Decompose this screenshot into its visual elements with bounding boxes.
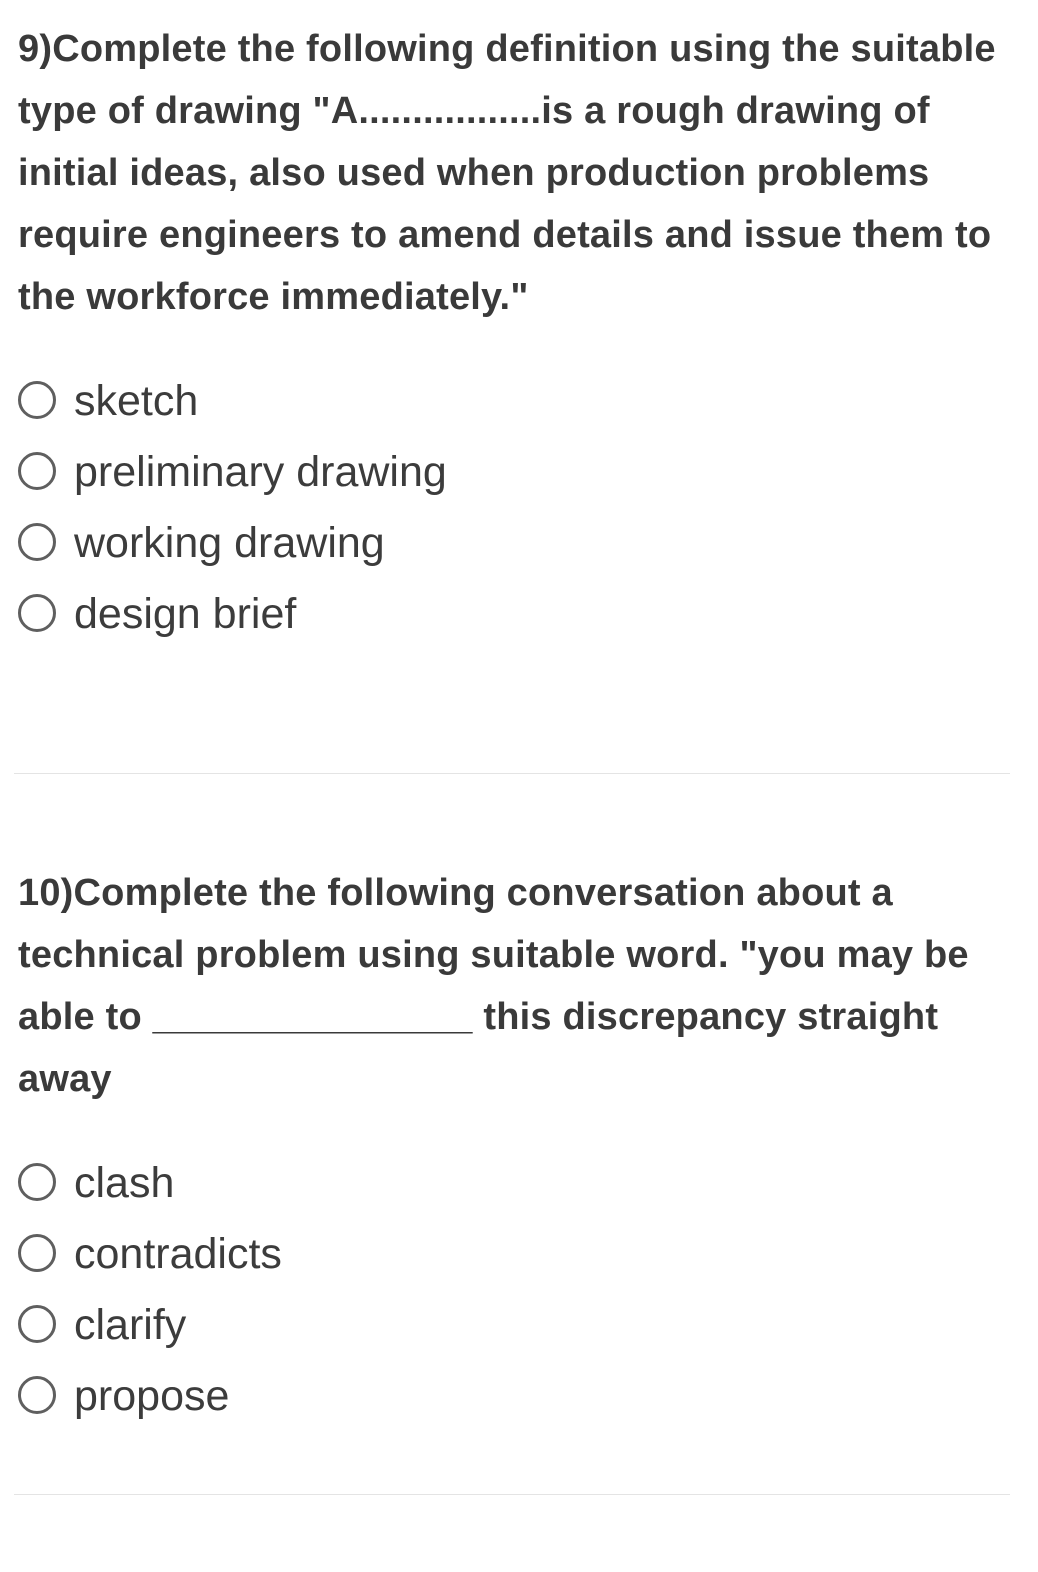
option-label: contradicts bbox=[74, 1230, 282, 1278]
question-number: 10) bbox=[18, 872, 74, 914]
section-divider bbox=[14, 1494, 1010, 1495]
question-number: 9) bbox=[18, 28, 53, 70]
radio-unchecked-icon[interactable] bbox=[18, 1234, 56, 1272]
option-label: design brief bbox=[74, 590, 297, 638]
radio-unchecked-icon[interactable] bbox=[18, 1376, 56, 1414]
radio-unchecked-icon[interactable] bbox=[18, 594, 56, 632]
radio-unchecked-icon[interactable] bbox=[18, 1163, 56, 1201]
option-label: propose bbox=[74, 1372, 230, 1420]
option-label: clash bbox=[74, 1159, 175, 1207]
options-group bbox=[18, 1148, 1018, 1432]
question-text bbox=[18, 18, 1018, 328]
question-9 bbox=[18, 18, 1018, 650]
options-group bbox=[18, 366, 1018, 650]
radio-unchecked-icon[interactable] bbox=[18, 452, 56, 490]
question-text bbox=[18, 862, 1018, 1110]
option-clarify[interactable] bbox=[18, 1290, 1018, 1361]
option-label: preliminary drawing bbox=[74, 448, 447, 496]
option-design-brief[interactable] bbox=[18, 579, 1018, 650]
radio-unchecked-icon[interactable] bbox=[18, 381, 56, 419]
radio-unchecked-icon[interactable] bbox=[18, 1305, 56, 1343]
option-label: clarify bbox=[74, 1301, 187, 1349]
option-propose[interactable] bbox=[18, 1361, 1018, 1432]
question-body: Complete the following definition using the suitable type of drawing "A.................is a rough drawing of initial ideas, also used when production problems require engineers to amend details and issue them to the workforce immediately." bbox=[18, 28, 996, 318]
option-clash[interactable] bbox=[18, 1148, 1018, 1219]
option-preliminary-drawing[interactable] bbox=[18, 437, 1018, 508]
section-divider bbox=[14, 773, 1010, 774]
option-contradicts[interactable] bbox=[18, 1219, 1018, 1290]
option-sketch[interactable] bbox=[18, 366, 1018, 437]
option-label: working drawing bbox=[74, 519, 385, 567]
question-10 bbox=[18, 862, 1018, 1432]
option-working-drawing[interactable] bbox=[18, 508, 1018, 579]
question-body: Complete the following conversation about a technical problem using suitable word. "you may be able to _______________ this discrepancy straight away bbox=[18, 872, 969, 1100]
radio-unchecked-icon[interactable] bbox=[18, 523, 56, 561]
option-label: sketch bbox=[74, 377, 199, 425]
